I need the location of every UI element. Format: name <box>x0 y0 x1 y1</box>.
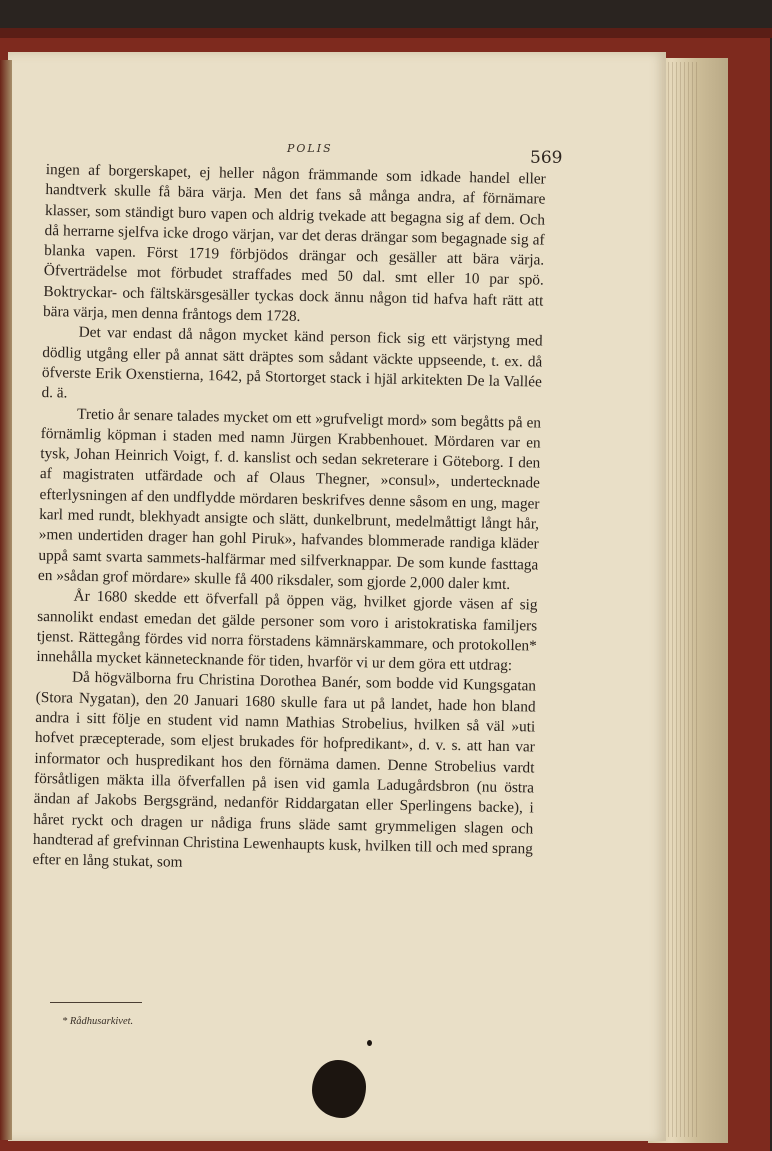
body-text <box>32 160 546 880</box>
paragraph: ingen af borgerskapet, ej heller någon främmande som idkade handel eller handtverk skulle få bära värja. Men det fans så många andra, af förnämare klasser, som ständigt buro vapen och aldrig tvekade att begagna sig af dem. Och då herrarne sjelfva icke drogo värjan, var det deras drängar som begagnade sig af blanka vapen. Först 1719 förbjödos drängar och gesäller att bära värja. Öfverträdelse mot förbudet straffades med 50 dal. smt eller 10 par spö. Boktryckar- och fältskärsgesäller tyckas dock ännu någon tid hafva haft rätt att bära värja, men denna fråntogs dem 1728. <box>42 160 546 325</box>
spine-shadow <box>0 60 12 1140</box>
paragraph: År 1680 skedde ett öfverfall på öppen väg, hvilket gjorde väsen af sig sannolikt endast emedan det gälde personer som voro i aristokratiska familjers tjenst. Rättegång fördes vid norra förstadens kämnärskammare, och protokollen* innehålla mycket kännetecknande för tiden, hvarför vi ur dem göra ett utdrag: <box>36 587 538 675</box>
footnote-rule <box>50 1002 142 1003</box>
footnote: * Rådhusarkivet. <box>62 1016 134 1027</box>
running-head: POLIS <box>287 142 333 155</box>
page-number: 569 <box>530 148 563 168</box>
paragraph: Det var endast då någon mycket känd person fick sig ett värjstyng med dödlig utgång eller på annat sätt dräptes som sådant väckte uppseende, t. ex. då öfverste Erik Oxenstierna, 1642, på Stortorget stack i hjäl arkitekten De la Vallée d. ä. <box>41 324 543 402</box>
paragraph: Då högvälborna fru Christina Dorothea Banér, som bodde vid Kungsgatan (Stora Nygatan), den 20 Januari 1680 skulle fara ut på landet, hade hon bland andra i sitt följe en student vid namn Mathias Strobelius, hvilken så väl »uti hofvet præcepterade, som eljest brukades för hofpredikant», d. v. s. att han var informator och huspredikant hos den förnäma damen. Denne Strobelius vardt försåtligen mäkta illa öfverfallen på isen vid gamla Ladugårdsbron (nu östra ändan af Jakobs Bergsgränd, nedanför Riddargatan eller Sperlingens backe), i håret ryckt och dragen ur nådiga fruns släde samt grymmeligen slagen och handterad af grefvinnan Christina Lewenhaupts kusk, hvilken till och med sprang efter en lång stukat, som <box>32 669 537 871</box>
cover-edge <box>0 28 772 38</box>
paragraph: Tretio år senare talades mycket om ett »grufveligt mord» som begåtts på en förnämlig köpman i staden med namn Jürgen Krabbenhouet. Mördaren var en tysk, Johan Heinrich Voigt, f. d. kanslist och sedan sekreterare i Göteborg. I den af magistraten utfärdade och af Olaus Thegner, »consul», undertecknade efterlysningen af den undflydde mördaren beskrifves denne såsom en ung, mager karl med rundt, blekhyadt ansigte och slätt, dunkelbrunt, medelmåttigt långt hår, »men undertiden drager han gohl Piruk», hafvandes blommerade randiga kläder uppå samt svarta sammets-halfärmar med silfverknappar. De som kunde fasttaga en »sådan grof mördare» skulle få 400 riksdaler, som gjorde 2,000 daler kmt. <box>37 405 542 593</box>
ink-speck <box>367 1040 372 1046</box>
ink-blot <box>312 1060 366 1118</box>
page-edge-lines <box>660 62 700 1137</box>
